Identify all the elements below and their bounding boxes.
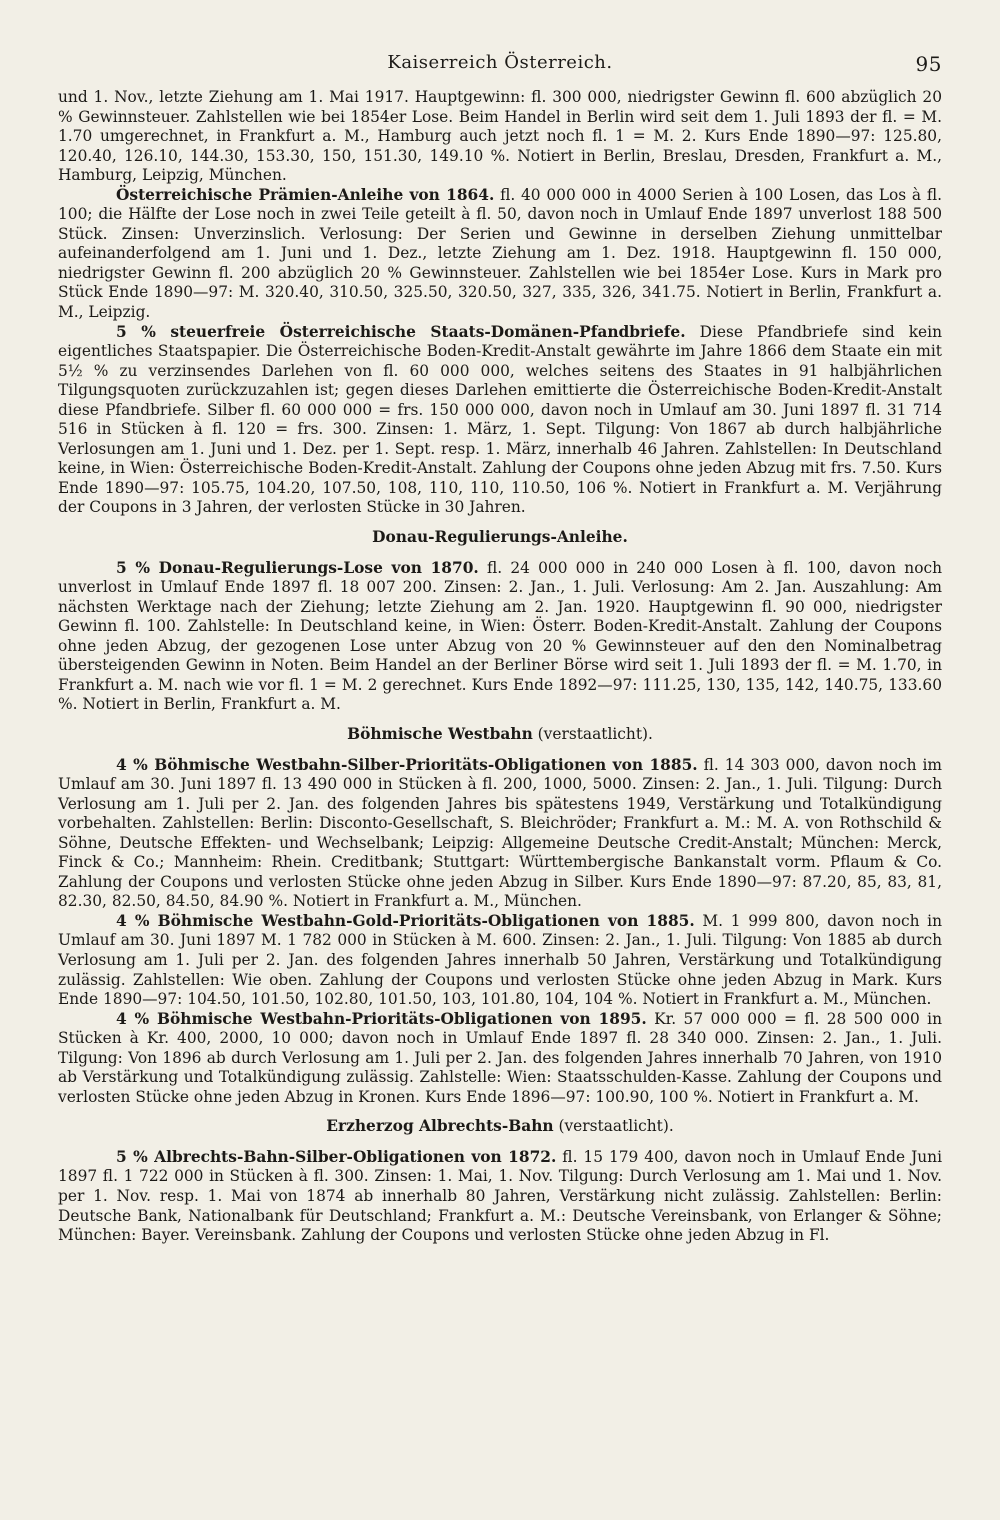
section-heading-title: Erzherzog Albrechts-Bahn bbox=[326, 1117, 554, 1136]
paragraph bbox=[58, 323, 942, 518]
paragraph-text: Diese Pfandbriefe sind kein eigentliches Staatspapier. Die Österreichische Boden-Kredit-Anstalt gewährte im Jahre 1866 dem Staate ein mit 5½ % zu verzinsendes Darlehen von fl. 60 000 000, welches seitens des Staates in 91 halbjährlichen Tilgungsquoten zurückzuzahlen ist; gegen dieses Darlehen emittierte die Österreichische Boden-Kredit-Anstalt diese Pfandbriefe. Silber fl. 60 000 000 = frs. 150 000 000, davon noch in Umlauf am 30. Juni 1897 fl. 31 714 516 in Stücken à fl. 120 = frs. 300. Zinsen: 1. März, 1. Sept. Tilgung: Von 1867 ab durch halbjährliche Verlosungen am 1. Juni und 1. Dez. per 1. Sept. resp. 1. März, innerhalb 46 Jahren. Zahlstellen: In Deutschland keine, in Wien: Österreichische Boden-Kredit-Anstalt. Zahlung der Coupons ohne jeden Abzug mit frs. 7.50. Kurs Ende 1890—97: 105.75, 104.20, 107.50, 108, 110, 110, 110.50, 106 %. Notiert in Frankfurt a. M. Verjährung der Coupons in 3 Jahren, der verlosten Stücke in 30 Jahren. bbox=[58, 322, 942, 517]
paragraph-text: M. 1 999 800, davon noch in Umlauf am 30. Juni 1897 M. 1 782 000 in Stücken à M. 600. Zinsen: 2. Jan., 1. Juli. Tilgung: Von 1885 ab durch Verlosung am 1. Juli per 2. Jan. des folgenden Jahres innerhalb 50 Jahren, Verstärkung und Totalkündigung zulässig. Zahlstellen: Wie oben. Zahlung der Coupons und verlosten Stücke ohne jeden Abzug in Mark. Kurs Ende 1890—97: 104.50, 101.50, 102.80, 101.50, 103, 101.80, 104, 104 %. Notiert in Frankfurt a. M., München. bbox=[58, 911, 942, 1009]
paragraph bbox=[58, 186, 942, 323]
running-title: Kaiserreich Österreich. bbox=[387, 52, 613, 73]
paragraph-lead: 5 % Albrechts-Bahn-Silber-Obligationen von 1872. bbox=[116, 1147, 557, 1166]
paragraph-text: fl. 14 303 000, davon noch im Umlauf am 30. Juni 1897 fl. 13 490 000 in Stücken à fl. 200, 1000, 5000. Zinsen: 2. Jan., 1. Juli. Tilgung: Durch Verlosung am 1. Juli per 2. Jan. des folgenden Jahres bis spätestens 1949, Verstärkung und Totalkündigung vorbehalten. Zahlstellen: Berlin: Disconto-Gesellschaft, S. Bleichröder; Frankfurt a. M.: M. A. von Rothschild & Söhne, Deutsche Effekten- und Wechselbank; Leipzig: Allgemeine Deutsche Credit-Anstalt; München: Merck, Finck & Co.; Mannheim: Rhein. Creditbank; Stuttgart: Württembergische Bankanstalt vorm. Pflaum & Co. Zahlung der Coupons und verlosten Stücke ohne jeden Abzug in Silber. Kurs Ende 1890—97: 87.20, 85, 83, 81, 82.30, 82.50, 84.50, 84.90 %. Notiert in Frankfurt a. M., München. bbox=[58, 755, 942, 911]
paragraph-text: und 1. Nov., letzte Ziehung am 1. Mai 1917. Hauptgewinn: fl. 300 000, niedrigster Gewinn fl. 600 abzüglich 20 % Gewinnsteuer. Zahlstellen wie bei 1854er Lose. Beim Handel in Berlin wird seit dem 1. Juli 1893 der fl. = M. 1.70 umgerechnet, in Frankfurt a. M., Hamburg auch jetzt noch fl. 1 = M. 2. Kurs Ende 1890—97: 125.80, 120.40, 126.10, 144.30, 153.30, 150, 151.30, 149.10 %. Notiert in Berlin, Breslau, Dresden, Frankfurt a. M., Hamburg, Leipzig, München. bbox=[58, 88, 942, 185]
running-header bbox=[58, 52, 942, 88]
paragraph-text: fl. 15 179 400, davon noch in Umlauf Ende Juni 1897 fl. 1 722 000 in Stücken à fl. 300. Zinsen: 1. Mai, 1. Nov. Tilgung: Durch Verlosung am 1. Mai und 1. Nov. per 1. Nov. resp. 1. Mai von 1874 ab innerhalb 80 Jahren, Verstärkung nicht zulässig. Zahlstellen: Berlin: Deutsche Bank, Nationalbank für Deutschland; Frankfurt a. M.: Deutsche Vereinsbank, von Erlanger & Söhne; München: Bayer. Vereinsbank. Zahlung der Coupons und verlosten Stücke ohne jeden Abzug in Fl. bbox=[58, 1147, 942, 1245]
paragraph-text: Kr. 57 000 000 = fl. 28 500 000 in Stücken à Kr. 400, 2000, 10 000; davon noch in Umlauf Ende 1897 fl. 28 340 000. Zinsen: 2. Jan., 1. Juli. Tilgung: Von 1896 ab durch Verlosung am 1. Juli per 2. Jan. des folgenden Jahres innerhalb 70 Jahren, von 1910 ab Verstärkung und Totalkündigung zulässig. Zahlstelle: Wien: Staatsschulden-Kasse. Zahlung der Coupons und verlosten Stücke ohne jeden Abzug in Kronen. Kurs Ende 1896—97: 100.90, 100 %. Notiert in Frankfurt a. M. bbox=[58, 1009, 943, 1106]
paragraph bbox=[58, 756, 942, 912]
paragraph-lead: 4 % Böhmische Westbahn-Prioritäts-Obligationen von 1895. bbox=[116, 1009, 647, 1028]
section-heading-title: Donau-Regulierungs-Anleihe. bbox=[372, 528, 628, 547]
section-heading bbox=[58, 528, 942, 548]
paragraph bbox=[58, 1148, 942, 1246]
section-heading-title: Böhmische Westbahn bbox=[347, 724, 533, 743]
paragraph-lead: 5 % steuerfreie Österreichische Staats-Domänen-Pfandbriefe. bbox=[116, 322, 686, 341]
page-number: 95 bbox=[915, 52, 942, 76]
paragraph bbox=[58, 912, 942, 1010]
paragraph-text: fl. 40 000 000 in 4000 Serien à 100 Losen, das Los à fl. 100; die Hälfte der Lose noch in zwei Teile geteilt à fl. 50, davon noch in Umlauf Ende 1897 unverlost 188 500 Stück. Zinsen: Unverzinslich. Verlosung: Der Serien und Gewinne in derselben Ziehung unmittelbar aufeinanderfolgend am 1. Juni und 1. Dez., letzte Ziehung am 1. Dez. 1918. Hauptgewinn fl. 150 000, niedrigster Gewinn fl. 200 abzüglich 20 % Gewinnsteuer. Zahlstellen wie bei 1854er Lose. Kurs in Mark pro Stück Ende 1890—97: M. 320.40, 310.50, 325.50, 320.50, 327, 335, 326, 341.75. Notiert in Berlin, Frankfurt a. M., Leipzig. bbox=[58, 185, 942, 322]
body-text bbox=[58, 88, 942, 1246]
section-heading bbox=[58, 725, 942, 745]
paragraph bbox=[58, 88, 942, 186]
paragraph-lead: Österreichische Prämien-Anleihe von 1864. bbox=[116, 185, 495, 204]
paragraph-lead: 4 % Böhmische Westbahn-Gold-Prioritäts-Obligationen von 1885. bbox=[116, 911, 695, 930]
paragraph-lead: 5 % Donau-Regulierungs-Lose von 1870. bbox=[116, 558, 479, 577]
paragraph-text: fl. 24 000 000 in 240 000 Losen à fl. 100, davon noch unverlost in Umlauf Ende 1897 fl. 18 007 200. Zinsen: 2. Jan., 1. Juli. Verlosung: Am 2. Jan. Auszahlung: Am nächsten Werktage nach der Ziehung; letzte Ziehung am 2. Jan. 1920. Hauptgewinn fl. 90 000, niedrigster Gewinn fl. 100. Zahlstelle: In Deutschland keine, in Wien: Österr. Boden-Kredit-Anstalt. Zahlung der Coupons ohne jeden Abzug, der gezogenen Lose unter Abzug von 20 % Gewinnsteuer auf den den Nominalbetrag übersteigenden Gewinn in Noten. Beim Handel an der Berliner Börse wird seit 1. Juli 1893 der fl. = M. 1.70, in Frankfurt a. M. nach wie vor fl. 1 = M. 2 gerechnet. Kurs Ende 1892—97: 111.25, 130, 135, 142, 140.75, 133.60 %. Notiert in Berlin, Frankfurt a. M. bbox=[58, 558, 942, 714]
paragraph bbox=[58, 559, 942, 715]
paragraph bbox=[58, 1010, 942, 1108]
paragraph-lead: 4 % Böhmische Westbahn-Silber-Prioritäts-Obligationen von 1885. bbox=[116, 755, 698, 774]
section-heading-note: (verstaatlicht). bbox=[532, 724, 653, 743]
section-heading bbox=[58, 1117, 942, 1137]
section-heading-note: (verstaatlicht). bbox=[553, 1117, 674, 1136]
